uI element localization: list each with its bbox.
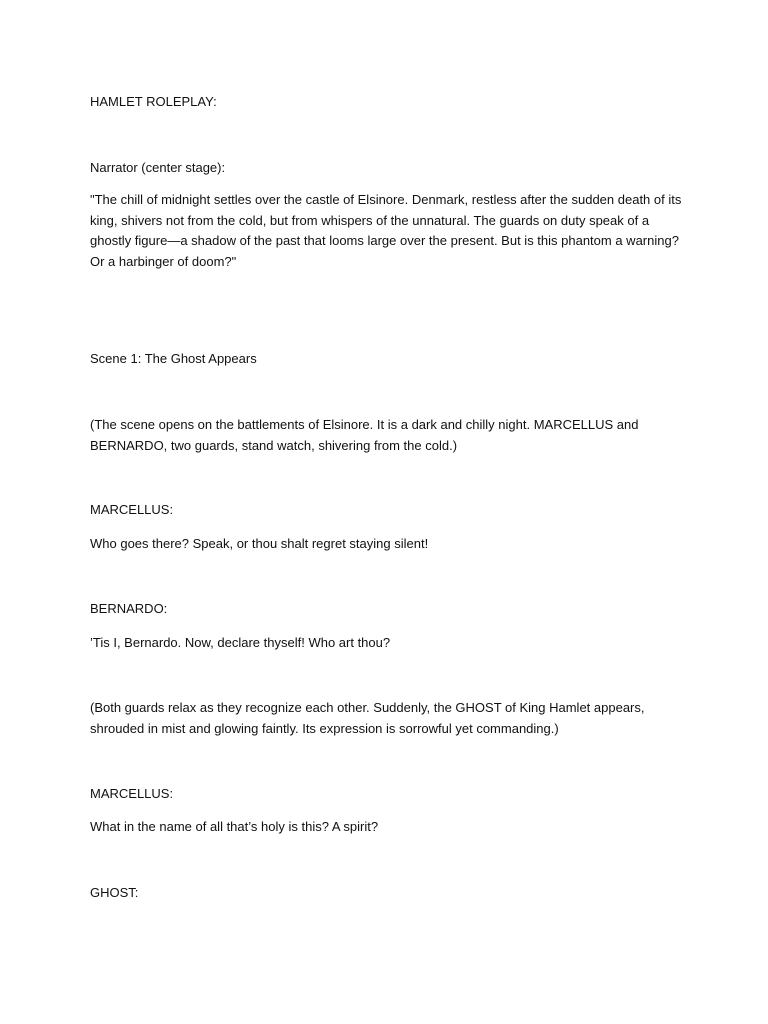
document-title: HAMLET ROLEPLAY: xyxy=(90,94,217,109)
speaker-ghost: GHOST: xyxy=(90,885,139,900)
dialogue-line-1: Who goes there? Speak, or thou shalt regret staying silent! xyxy=(90,536,429,551)
narrator-text: "The chill of midnight settles over the castle of Elsinore. Denmark, restless after the sudden death of its king, shivers not from the cold, but from whispers of the unnatural. The guards on duty speak of a ghostly figure—a shadow of the past that looms large over the present. But is this phantom a warning? Or a harbinger of doom?" xyxy=(90,192,682,269)
dialogue-line-2: ’Tis I, Bernardo. Now, declare thyself! Who art thou? xyxy=(90,635,391,650)
speaker-marcellus-2: MARCELLUS: xyxy=(90,786,174,801)
stage-direction-2: (Both guards relax as they recognize each other. Suddenly, the GHOST of King Hamlet appears, shrouded in mist and glowing faintly. Its expression is sorrowful yet commanding.) xyxy=(90,700,645,736)
dialogue-line-3: What in the name of all that’s holy is this? A spirit? xyxy=(90,819,379,834)
scene-heading: Scene 1: The Ghost Appears xyxy=(90,351,257,366)
narrator-label: Narrator (center stage): xyxy=(90,160,226,175)
speaker-marcellus-1: MARCELLUS: xyxy=(90,502,174,517)
speaker-bernardo: BERNARDO: xyxy=(90,601,168,616)
stage-direction-1: (The scene opens on the battlements of Elsinore. It is a dark and chilly night. MARCELLUS and BERNARDO, two guards, stand watch, shivering from the cold.) xyxy=(90,417,639,453)
